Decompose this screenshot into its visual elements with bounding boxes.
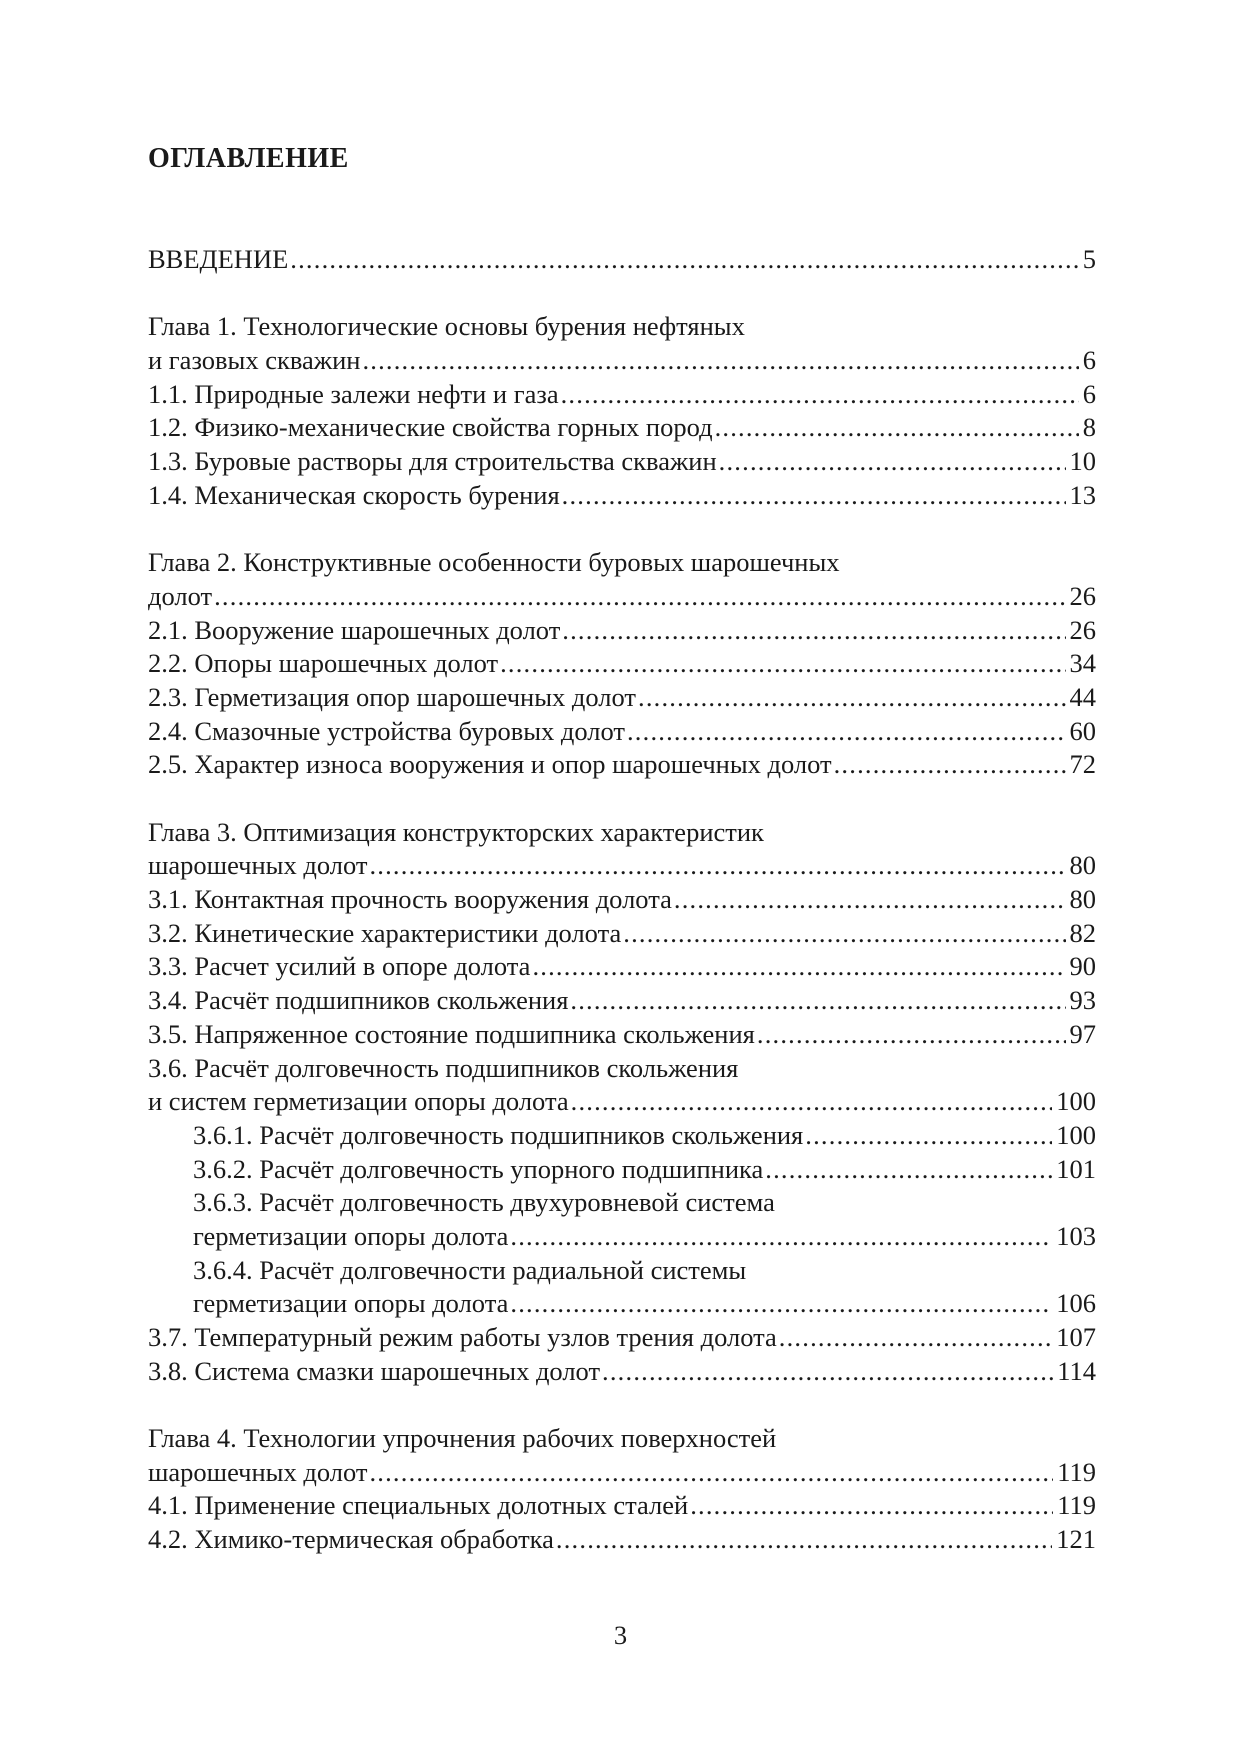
chapter-title-line: Глава 4. Технологии упрочнения рабочих поверхностей	[148, 1423, 777, 1454]
toc-entry-label: 1.1. Природные залежи нефти и газа	[148, 378, 559, 409]
toc-entry-label: 2.1. Вооружение шарошечных долот	[148, 614, 561, 645]
chapter-title-line: Глава 3. Оптимизация конструкторских характеристик	[148, 816, 764, 847]
toc-entry-page: 100	[1056, 1086, 1096, 1117]
toc-entry-label: долот	[148, 580, 213, 611]
toc-entry-label: 3.4. Расчёт подшипников скольжения	[148, 985, 569, 1016]
toc-entry[interactable]	[148, 1018, 1096, 1052]
dot-leader	[362, 344, 1078, 378]
toc-entry-label: 3.8. Система смазки шарошечных долот	[148, 1355, 601, 1386]
toc-entry-page: 80	[1069, 884, 1096, 915]
toc-entry[interactable]	[148, 883, 1096, 917]
dot-leader	[561, 378, 1079, 412]
toc-section-chapter-4	[148, 1422, 1096, 1557]
toc-entry-page: 90	[1069, 951, 1096, 982]
toc-entry[interactable]	[148, 950, 1096, 984]
dot-leader	[602, 1355, 1053, 1389]
toc-entry-label: 3.5. Напряженное состояние подшипника скольжения	[148, 1018, 755, 1049]
toc-subentry[interactable]	[148, 1220, 1096, 1254]
toc-entry-page: 34	[1069, 648, 1096, 679]
dot-leader	[290, 243, 1078, 277]
dot-leader	[779, 1321, 1052, 1355]
toc-entry[interactable]	[148, 1523, 1096, 1557]
toc-section-chapter-3	[148, 816, 1096, 1389]
toc-entry-page: 8	[1082, 412, 1096, 443]
toc-entry-label-line: 3.6.4. Расчёт долговечности радиальной системы	[193, 1254, 747, 1285]
toc-entry-page: 119	[1057, 1456, 1096, 1487]
toc-entry-label: шарошечных долот	[148, 1456, 368, 1487]
toc-entry[interactable]	[148, 614, 1096, 648]
dot-leader	[556, 1523, 1052, 1557]
toc-entry-page: 82	[1069, 917, 1096, 948]
dot-leader	[369, 1456, 1053, 1490]
toc-entry-page: 26	[1069, 580, 1096, 611]
toc-entry[interactable]	[148, 647, 1096, 681]
dot-leader	[765, 1153, 1052, 1187]
toc-entry-label: 2.4. Смазочные устройства буровых долот	[148, 715, 625, 746]
dot-leader	[369, 849, 1065, 883]
page-title: ОГЛАВЛЕНИЕ	[148, 143, 349, 174]
toc-subentry[interactable]	[148, 1287, 1096, 1321]
dot-leader	[674, 883, 1066, 917]
table-of-contents	[148, 243, 1096, 1557]
chapter-title-line: Глава 1. Технологические основы бурения нефтяных	[148, 311, 745, 342]
toc-entry-label: 1.3. Буровые растворы для строительства скважин	[148, 446, 717, 477]
dot-leader	[510, 1220, 1052, 1254]
toc-entry-page: 6	[1082, 345, 1096, 376]
toc-entry-page: 100	[1056, 1119, 1096, 1150]
toc-entry-label: 4.2. Химико-термическая обработка	[148, 1524, 554, 1555]
toc-entry-page: 107	[1056, 1322, 1096, 1352]
toc-subentry[interactable]	[148, 1153, 1096, 1187]
dot-leader	[571, 1085, 1053, 1119]
dot-leader	[570, 984, 1065, 1018]
toc-entry-page: 80	[1069, 850, 1096, 881]
toc-entry-label: герметизации опоры долота	[193, 1220, 509, 1251]
toc-entry[interactable]	[148, 411, 1096, 445]
dot-leader	[214, 580, 1065, 614]
toc-entry-page: 103	[1056, 1220, 1096, 1251]
toc-entry[interactable]	[148, 984, 1096, 1018]
toc-entry-page: 101	[1056, 1153, 1096, 1184]
dot-leader	[562, 479, 1066, 513]
toc-entry-page: 44	[1069, 681, 1096, 712]
toc-entry[interactable]	[148, 917, 1096, 951]
toc-entry-page: 93	[1069, 985, 1096, 1016]
toc-entry-page: 26	[1069, 614, 1096, 645]
toc-section-chapter-1	[148, 310, 1096, 512]
toc-entry[interactable]	[148, 445, 1096, 479]
toc-entry[interactable]	[148, 748, 1096, 782]
toc-entry-label: 3.7. Температурный режим работы узлов трения долота	[148, 1322, 777, 1352]
toc-entry-label: 3.3. Расчет усилий в опоре долота	[148, 951, 531, 982]
toc-entry-page: 106	[1056, 1288, 1096, 1319]
toc-entry-label: 2.2. Опоры шарошечных долот	[148, 648, 499, 679]
toc-section-intro	[148, 243, 1096, 277]
toc-section-chapter-2	[148, 546, 1096, 782]
toc-entry-label: 1.2. Физико-механические свойства горных пород	[148, 412, 713, 443]
toc-entry-page: 5	[1082, 244, 1096, 274]
dot-leader	[638, 681, 1066, 715]
dot-leader	[757, 1018, 1066, 1052]
dot-leader	[623, 917, 1065, 951]
toc-entry[interactable]	[148, 378, 1096, 412]
dot-leader	[719, 445, 1066, 479]
toc-entry[interactable]	[148, 681, 1096, 715]
toc-entry[interactable]	[148, 1321, 1096, 1355]
toc-entry-page: 10	[1069, 446, 1096, 477]
toc-entry-page: 119	[1057, 1490, 1096, 1521]
toc-entry-label: 4.1. Применение специальных долотных сталей	[148, 1490, 689, 1521]
toc-entry-label: герметизации опоры долота	[193, 1288, 509, 1319]
toc-entry[interactable]	[148, 1355, 1096, 1389]
toc-entry-label: 3.2. Кинетические характеристики долота	[148, 917, 622, 948]
dot-leader	[690, 1489, 1053, 1523]
dot-leader	[532, 950, 1065, 984]
toc-entry-label: 3.1. Контактная прочность вооружения долота	[148, 884, 672, 915]
toc-entry-chapter-1[interactable]	[148, 344, 1096, 378]
toc-entry-label-line: 3.6. Расчёт долговечность подшипников скольжения	[148, 1052, 739, 1083]
toc-entry[interactable]	[148, 1489, 1096, 1523]
dot-leader	[500, 647, 1065, 681]
toc-entry-page: 13	[1069, 479, 1096, 510]
dot-leader	[834, 748, 1066, 782]
toc-entry-label: ВВЕДЕНИЕ	[148, 244, 289, 274]
toc-entry[interactable]	[148, 715, 1096, 749]
toc-entry-label: шарошечных долот	[148, 850, 368, 881]
dot-leader	[562, 614, 1065, 648]
toc-entry-label: 3.6.1. Расчёт долговечность подшипников скольжения	[193, 1119, 804, 1150]
toc-entry-page: 6	[1082, 378, 1096, 409]
page-number: 3	[613, 1620, 628, 1650]
dot-leader	[510, 1287, 1052, 1321]
dot-leader	[715, 411, 1079, 445]
toc-entry-page: 97	[1069, 1018, 1096, 1049]
toc-entry-page: 72	[1069, 749, 1096, 780]
toc-entry-intro[interactable]	[148, 243, 1096, 277]
toc-entry-label-line: 3.6.3. Расчёт долговечность двухуровневой система	[193, 1187, 775, 1218]
toc-entry-chapter-3[interactable]	[148, 849, 1096, 883]
toc-subentry[interactable]	[148, 1119, 1096, 1153]
toc-entry[interactable]	[148, 479, 1096, 513]
dot-leader	[627, 715, 1066, 749]
toc-entry-label: 3.6.2. Расчёт долговечность упорного подшипника	[193, 1153, 764, 1184]
toc-entry-label: и газовых скважин	[148, 345, 361, 376]
toc-entry-chapter-4[interactable]	[148, 1456, 1096, 1490]
toc-entry-page: 60	[1069, 715, 1096, 746]
toc-entry-3-6[interactable]	[148, 1085, 1096, 1119]
toc-entry-label: 1.4. Механическая скорость бурения	[148, 479, 560, 510]
dot-leader	[805, 1119, 1052, 1153]
toc-entry-label: 2.3. Герметизация опор шарошечных долот	[148, 681, 636, 712]
toc-entry-page: 121	[1056, 1524, 1096, 1555]
toc-entry-label: 2.5. Характер износа вооружения и опор шарошечных долот	[148, 749, 832, 780]
toc-entry-page: 114	[1057, 1355, 1096, 1386]
toc-entry-label: и систем герметизации опоры долота	[148, 1086, 569, 1117]
toc-entry-chapter-2[interactable]	[148, 580, 1096, 614]
chapter-title-line: Глава 2. Конструктивные особенности буровых шарошечных	[148, 547, 840, 578]
